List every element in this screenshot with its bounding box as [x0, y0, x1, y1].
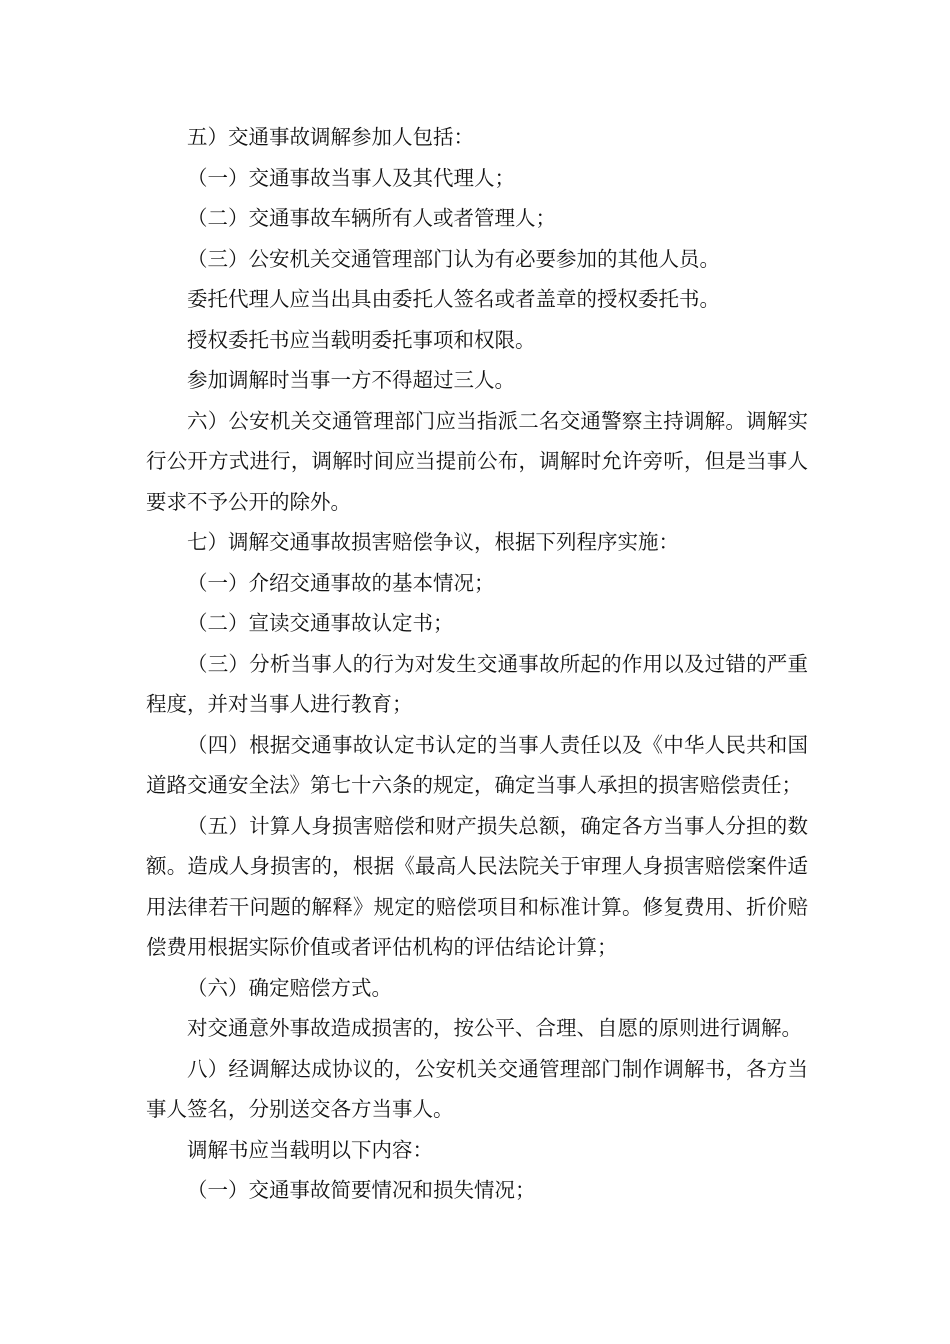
paragraph-item: 参加调解时当事一方不得超过三人。 — [187, 368, 515, 392]
paragraph-item: 五）交通事故调解参加人包括： — [187, 125, 474, 149]
paragraph-item: （五）计算人身损害赔偿和财产损失总额，确定各方当事人分担的数额。造成人身损害的，根据《最高人民法院关于审理人身损害赔偿案件适用法律若干问题的解释》规定的赔偿项目和标准计算。修复费用、折价赔偿费用根据实际价值或者评估机构的评估结论计算； — [146, 813, 808, 959]
paragraph-item: （一）介绍交通事故的基本情况； — [187, 570, 495, 595]
paragraph-item: 调解书应当载明以下内容： — [187, 1137, 433, 1162]
paragraph-item: （三）分析当事人的行为对发生交通事故所起的作用以及过错的严重程度，并对当事人进行教育； — [146, 651, 808, 716]
paragraph-item: （二）宣读交通事故认定书； — [187, 611, 454, 635]
paragraph-item: 委托代理人应当出具由委托人签名或者盖章的授权委托书。 — [187, 287, 720, 311]
paragraph-item: （六）确定赔偿方式。 — [187, 975, 392, 1000]
paragraph-item: （二）交通事故车辆所有人或者管理人； — [187, 206, 556, 230]
paragraph-item: 六）公安机关交通管理部门应当指派二名交通警察主持调解。调解实行公开方式进行，调解时间应当提前公布，调解时允许旁听，但是当事人要求不予公开的除外。 — [146, 408, 808, 514]
paragraph-item: 八）经调解达成协议的，公安机关交通管理部门制作调解书，各方当事人签名，分别送交各方当事人。 — [146, 1056, 808, 1121]
paragraph-item: （四）根据交通事故认定书认定的当事人责任以及《中华人民共和国道路交通安全法》第七十六条的规定，确定当事人承担的损害赔偿责任； — [146, 732, 808, 797]
paragraph-item: （一）交通事故简要情况和损失情况； — [187, 1178, 536, 1202]
document-body — [146, 117, 808, 1211]
paragraph-item: 对交通意外事故造成损害的，按公平、合理、自愿的原则进行调解。 — [187, 1016, 802, 1040]
paragraph-item: （三）公安机关交通管理部门认为有必要参加的其他人员。 — [187, 246, 720, 271]
paragraph-item: 七）调解交通事故损害赔偿争议，根据下列程序实施： — [187, 530, 679, 554]
paragraph-item: （一）交通事故当事人及其代理人； — [187, 165, 515, 190]
paragraph-item: 授权委托书应当载明委托事项和权限。 — [187, 327, 536, 352]
